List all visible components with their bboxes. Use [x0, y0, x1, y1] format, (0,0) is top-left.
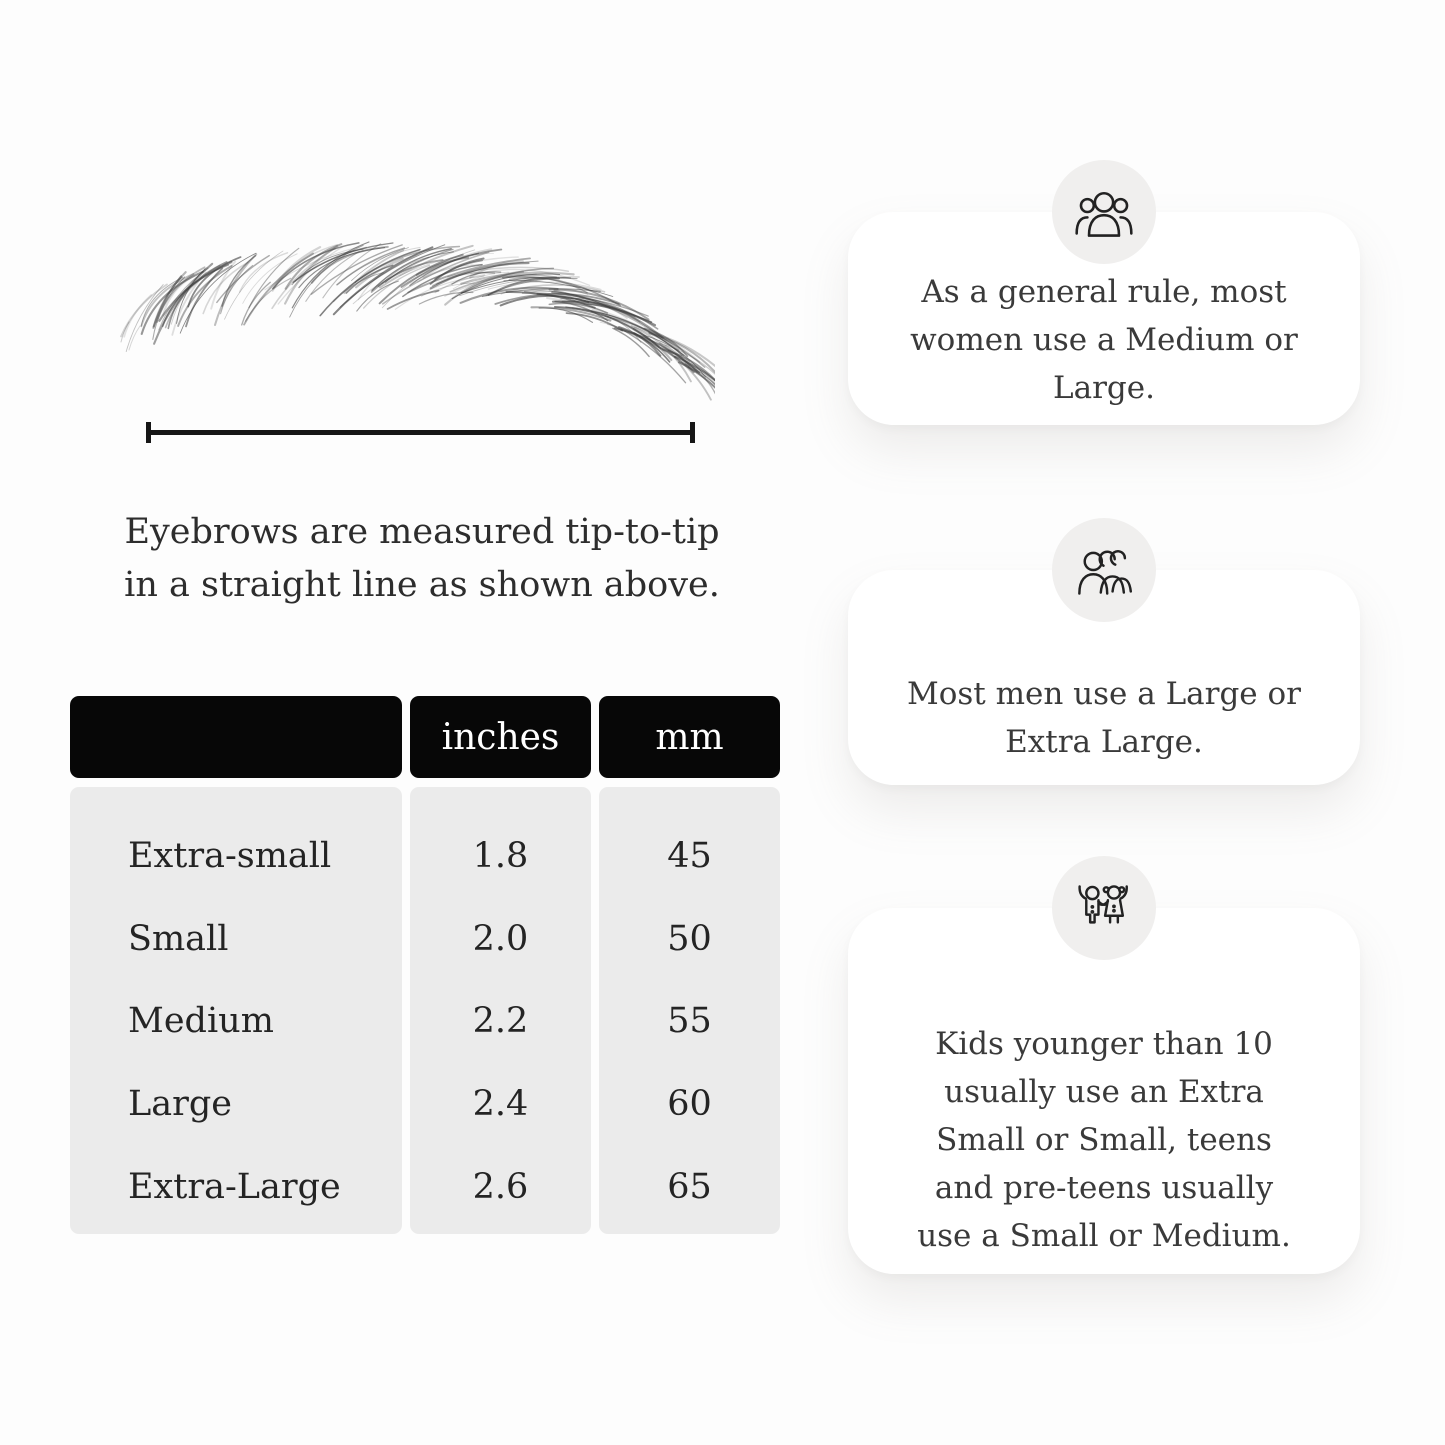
size-table [70, 696, 780, 1234]
table-cell-inches: 2.6 [472, 1166, 529, 1207]
caption-line-2: in a straight line as shown above. [124, 565, 720, 605]
card-text: As a general rule, most women use a Medium or Large. [910, 274, 1298, 406]
table-cell-inches: 2.0 [472, 918, 529, 959]
icon-circle [1052, 160, 1156, 264]
measurement-left-tick [146, 422, 151, 443]
info-card-kids [848, 908, 1360, 1274]
women-group-icon [1074, 186, 1134, 238]
caption-line-1: Eyebrows are measured tip-to-tip [124, 512, 720, 552]
card-text: Kids younger than 10 usually use an Extra Small or Small, teens and pre-teens usually use a Small or Medium. [917, 1026, 1291, 1254]
measurement-line [146, 430, 695, 435]
table-cell-mm: 45 [667, 836, 712, 877]
card-text: Most men use a Large or Extra Large. [906, 676, 1301, 760]
table-row-label: Extra-Large [128, 1166, 341, 1207]
info-card-women [848, 212, 1360, 425]
table-row-label: Small [128, 918, 229, 959]
size-table-mm-column [599, 787, 780, 1234]
table-row-label: Extra-small [128, 836, 332, 877]
size-table-label-column [70, 787, 402, 1234]
size-table-header-inches: inches [410, 696, 591, 778]
eyebrow-illustration [115, 222, 715, 407]
icon-circle [1052, 518, 1156, 622]
men-group-icon [1074, 544, 1134, 596]
measurement-right-tick [690, 422, 695, 443]
size-table-header-mm: mm [599, 696, 780, 778]
table-row-label: Medium [128, 1001, 274, 1042]
table-cell-inches: 1.8 [472, 836, 529, 877]
table-cell-mm: 50 [667, 918, 712, 959]
size-table-header-blank [70, 696, 402, 778]
measurement-caption [98, 506, 746, 612]
table-cell-mm: 60 [667, 1084, 712, 1125]
table-cell-inches: 2.4 [472, 1084, 529, 1125]
table-cell-mm: 55 [667, 1001, 712, 1042]
kids-icon [1073, 881, 1135, 935]
table-row-label: Large [128, 1084, 232, 1125]
info-card-men [848, 570, 1360, 785]
size-table-inches-column [410, 787, 591, 1234]
table-cell-inches: 2.2 [472, 1001, 529, 1042]
icon-circle [1052, 856, 1156, 960]
table-cell-mm: 65 [667, 1166, 712, 1207]
